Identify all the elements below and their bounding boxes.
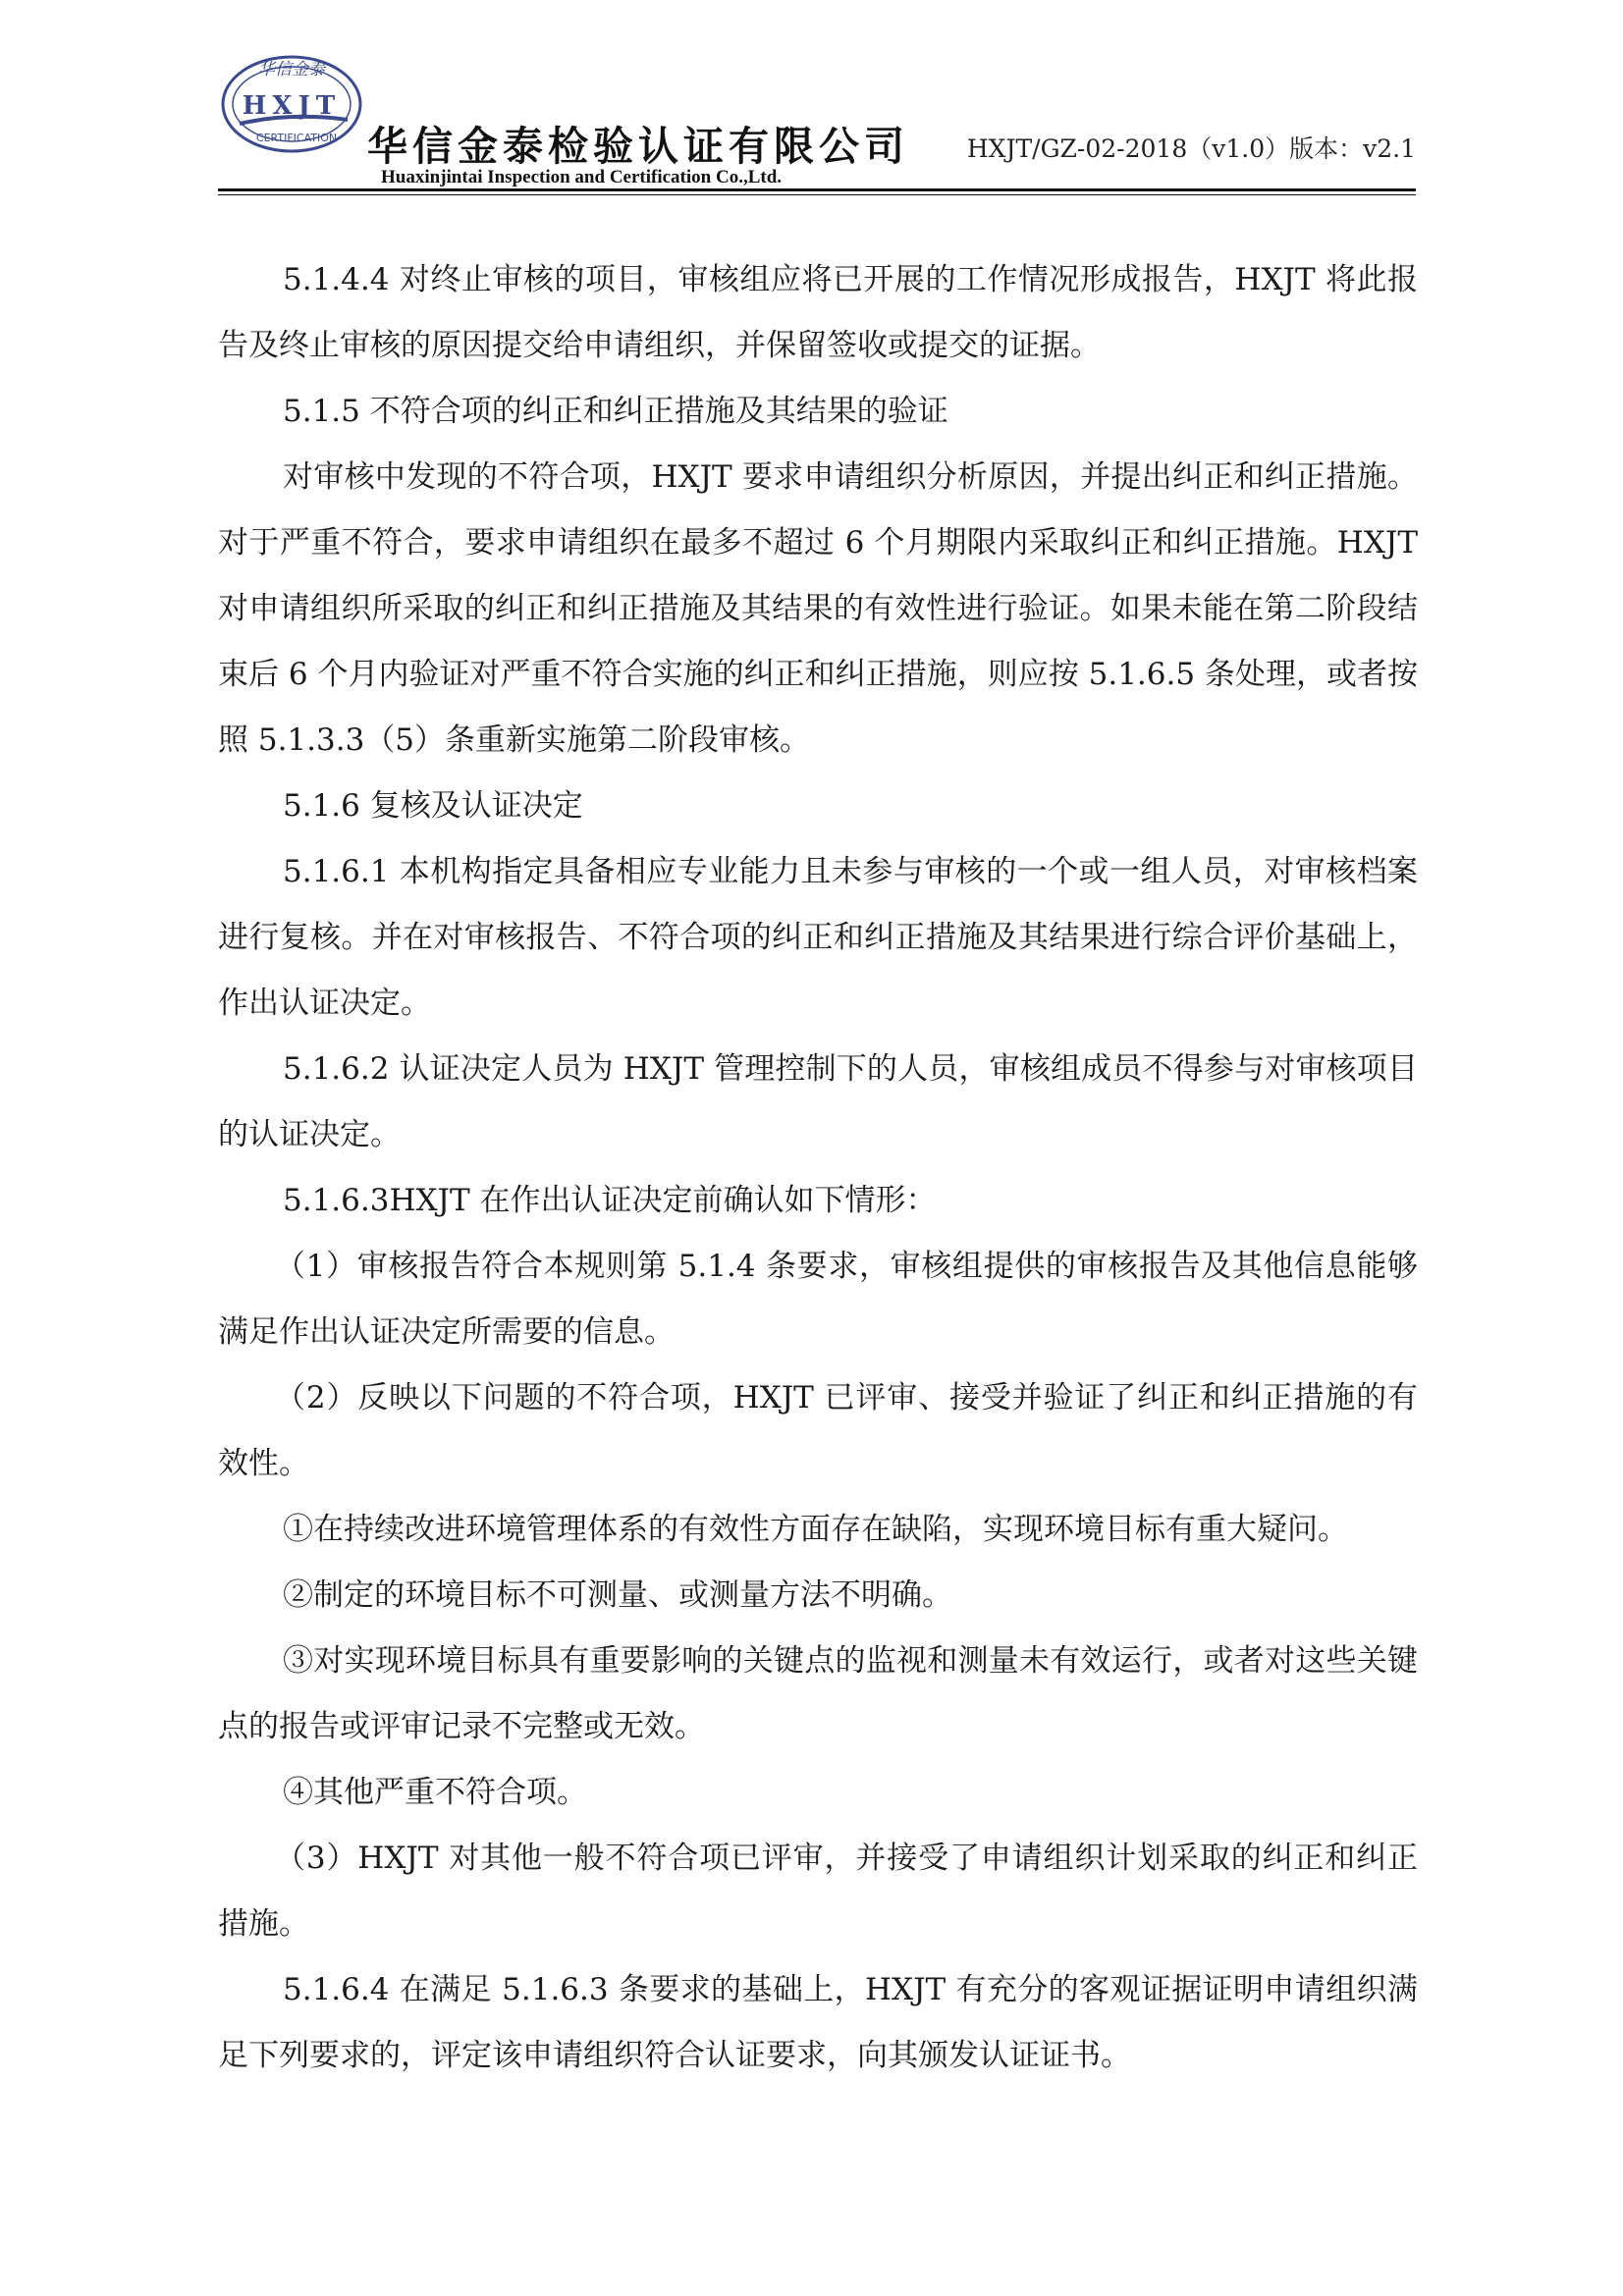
document-body xyxy=(218,247,1418,2089)
paragraph: 5.1.6.1 本机构指定具备相应专业能力且未参与审核的一个或一组人员，对审核档案进行复核。并在对审核报告、不符合项的纠正和纠正措施及其结果进行综合评价基础上，作出认证决定。 xyxy=(218,854,1418,1021)
logo-top-text: 华信金泰 xyxy=(258,60,325,80)
logo-mid-text: HXJT xyxy=(242,91,342,121)
list-item: ④其他严重不符合项。 xyxy=(283,1775,587,1810)
paragraph: 5.1.4.4 对终止审核的项目，审核组应将已开展的工作情况形成报告，HXJT 将此报告及终止审核的原因提交给申请组织，并保留签收或提交的证据。 xyxy=(218,262,1418,363)
section-heading: 5.1.5 不符合项的纠正和纠正措施及其结果的验证 xyxy=(283,394,948,429)
paragraph: 5.1.6.4 在满足 5.1.6.3 条要求的基础上，HXJT 有充分的客观证据证明申请组织满足下列要求的，评定该申请组织符合认证要求，向其颁发认证证书。 xyxy=(218,1972,1418,2073)
list-item: （3）HXJT 对其他一般不符合项已评审，并接受了申请组织计划采取的纠正和纠正措施。 xyxy=(218,1841,1418,1942)
document-reference: HXJT/GZ-02-2018（v1.0）版本：v2.1 xyxy=(966,134,1416,163)
section-heading: 5.1.6 复核及认证决定 xyxy=(283,788,583,824)
header-rule-thin xyxy=(218,194,1416,195)
company-name-english: Huaxinjintai Inspection and Certification Co.,Ltd. xyxy=(381,167,783,187)
list-item: ①在持续改进环境管理体系的有效性方面存在缺陷，实现环境目标有重大疑问。 xyxy=(283,1512,1348,1547)
company-logo xyxy=(218,47,365,157)
list-item: ③对实现环境目标具有重要影响的关键点的监视和测量未有效运行，或者对这些关键点的报告或评审记录不完整或无效。 xyxy=(218,1643,1418,1744)
page-header xyxy=(218,47,1416,196)
paragraph: 5.1.6.3HXJT 在作出认证决定前确认如下情形： xyxy=(283,1183,937,1218)
paragraph: 对审核中发现的不符合项，HXJT 要求申请组织分析原因，并提出纠正和纠正措施。对于严重不符合，要求申请组织在最多不超过 6 个月期限内采取纠正和纠正措施。HXJT 对申请组织所采取的纠正和纠正措施及其结果的有效性进行验证。如果未能在第二阶段结束后 6 个月内验证对严重不符合实施的纠正和纠正措施，则应按 5.1.6.5 条处理，或者按照 5.1.3.3（5）条重新实施第二阶段审核。 xyxy=(218,459,1418,758)
company-name: 华信金泰检验认证有限公司 xyxy=(367,123,909,170)
list-item: ②制定的环境目标不可测量、或测量方法不明确。 xyxy=(283,1577,952,1613)
header-rule xyxy=(218,188,1416,191)
logo-bottom-text: CERTIFICATION xyxy=(255,132,338,144)
list-item: （1）审核报告符合本规则第 5.1.4 条要求，审核组提供的审核报告及其他信息能够满足作出认证决定所需要的信息。 xyxy=(218,1249,1418,1350)
list-item: （2）反映以下问题的不符合项，HXJT 已评审、接受并验证了纠正和纠正措施的有效性。 xyxy=(218,1380,1418,1481)
paragraph: 5.1.6.2 认证决定人员为 HXJT 管理控制下的人员，审核组成员不得参与对审核项目的认证决定。 xyxy=(218,1051,1418,1152)
